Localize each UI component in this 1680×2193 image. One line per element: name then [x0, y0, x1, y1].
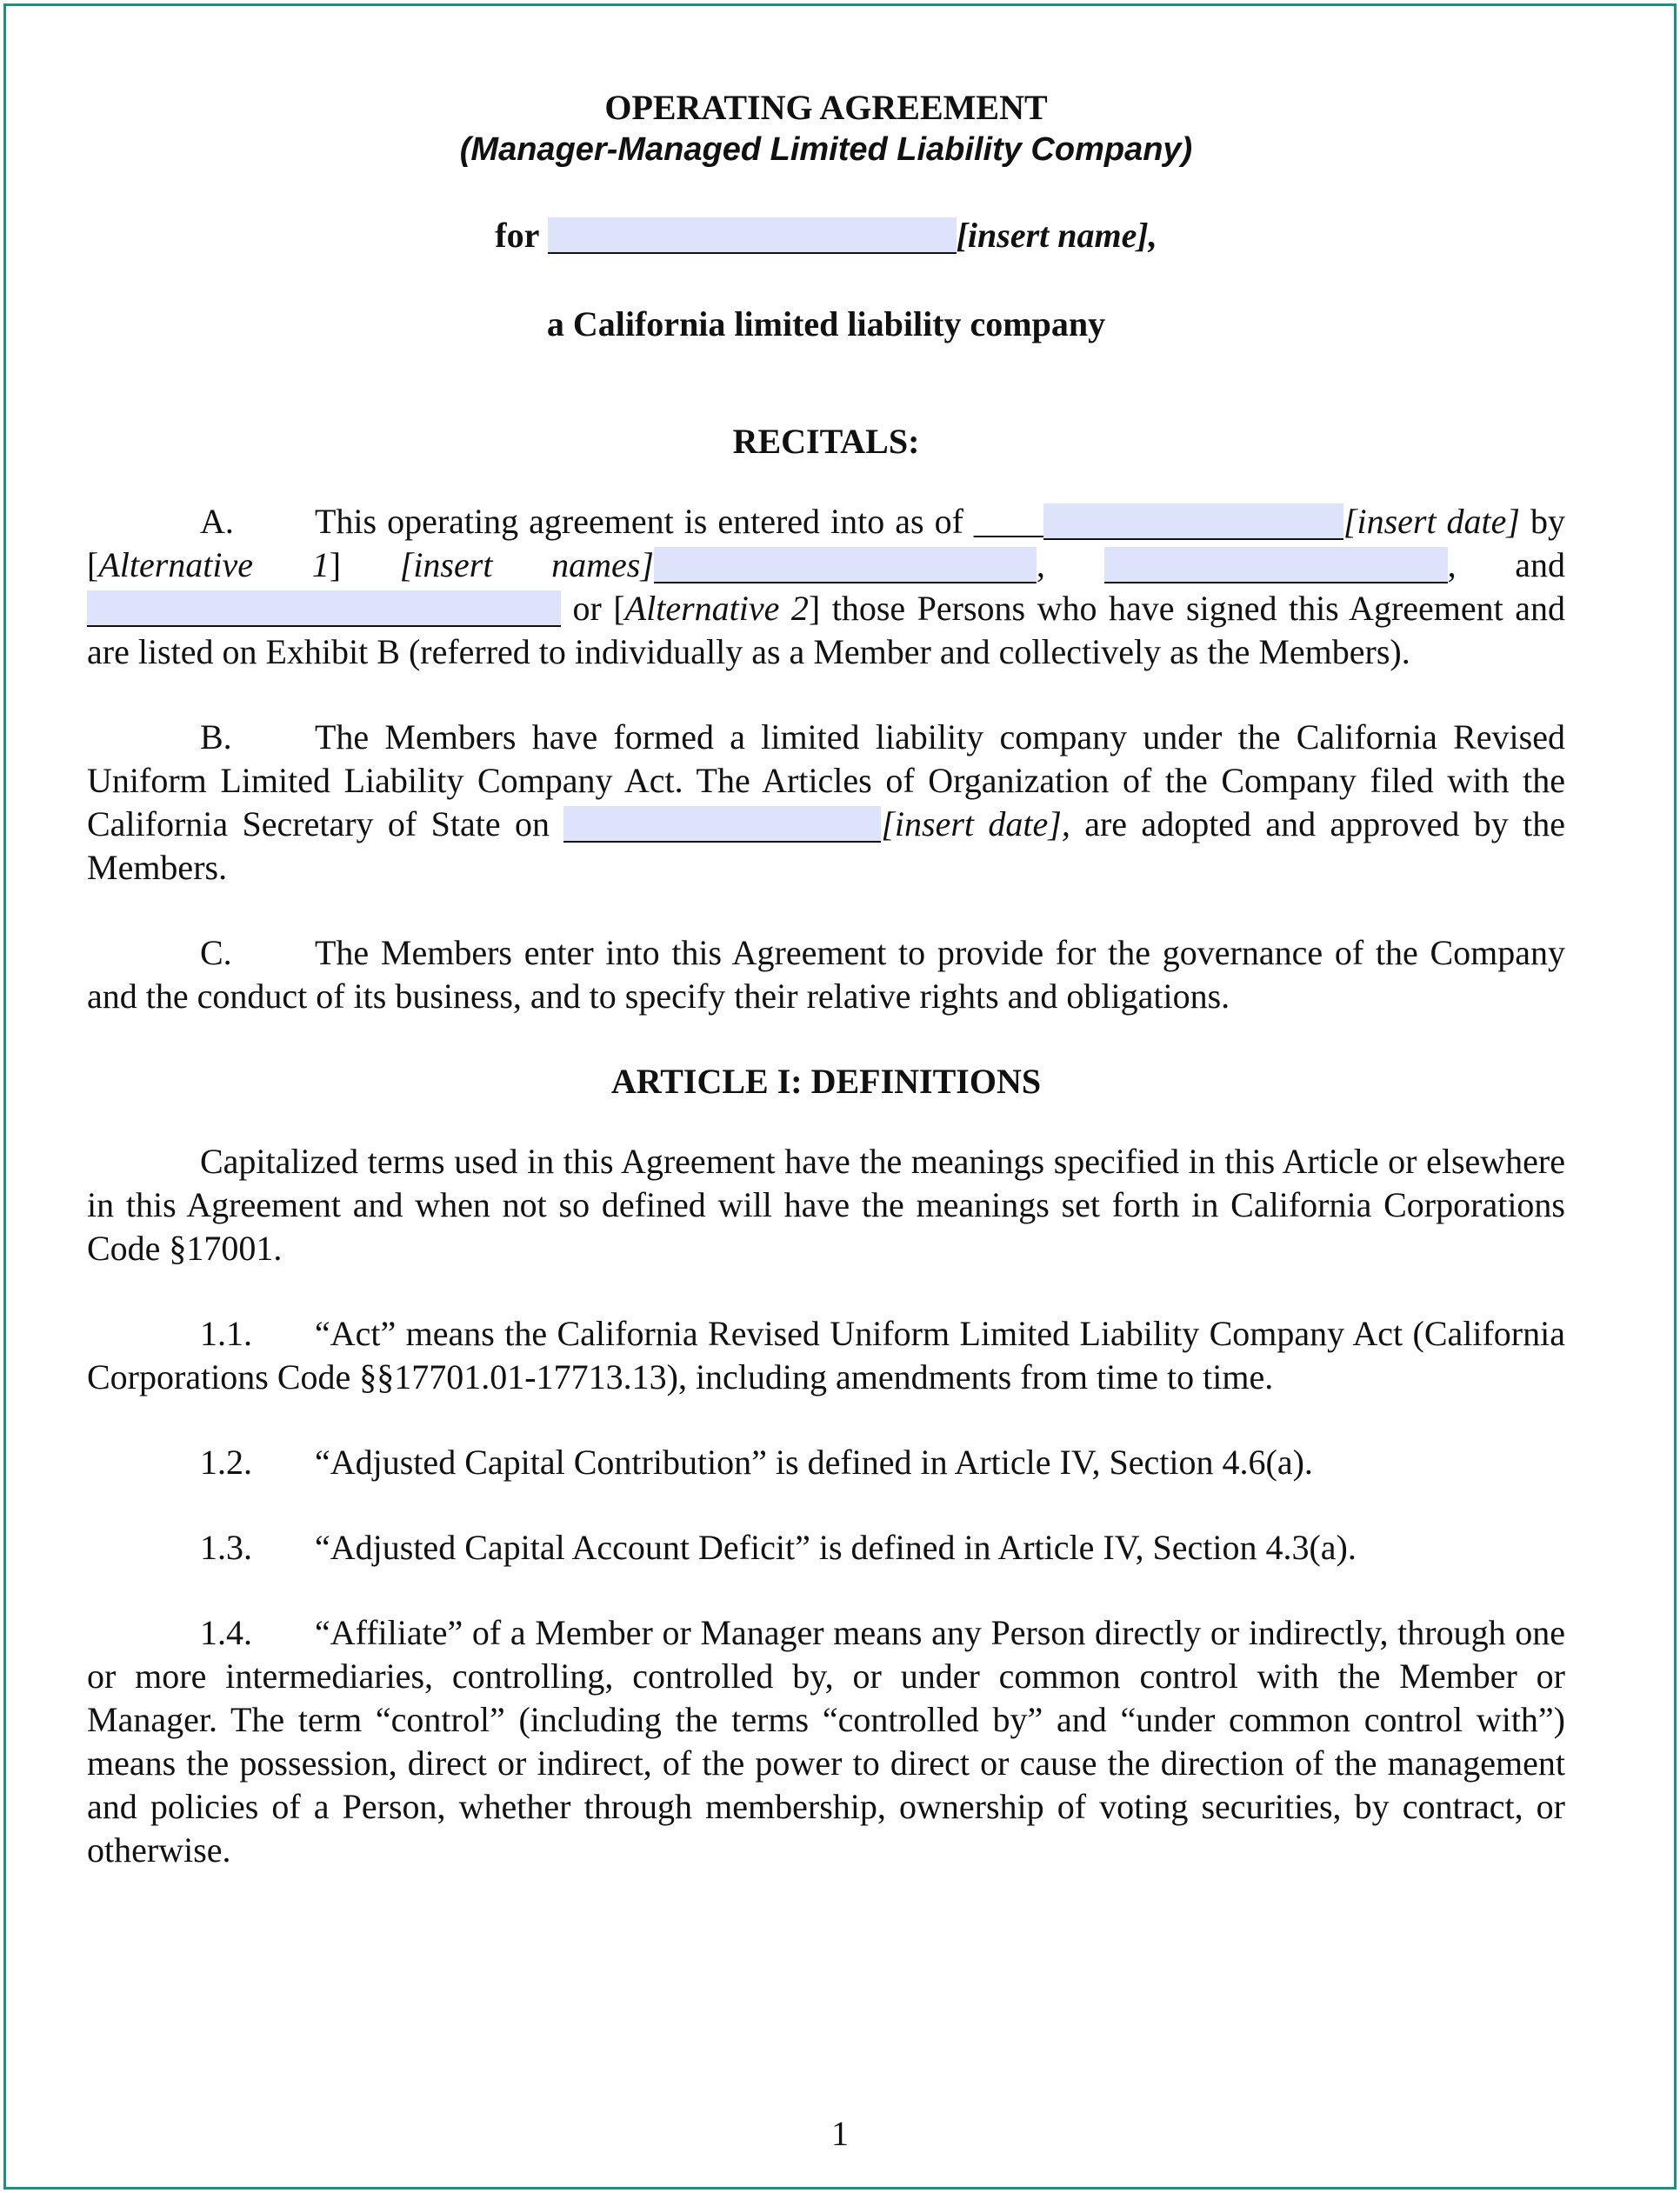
article-1-intro	[87, 1140, 1565, 1270]
document-subtitle: (Manager-Managed Limited Liability Company)	[459, 131, 1193, 168]
recital-a-text-7: ] those Persons who have signed this Agreement and are listed on Exhibit B (referred to individually as a Member and collectively as the Members).	[87, 589, 1566, 671]
member-name-field-1[interactable]	[654, 547, 1037, 583]
section-text: “Affiliate” of a Member or Manager means any Person directly or indirectly, through one or more intermediaries, controlling, controlled by, or under common control with the Member or Manager. The term “control” (including the terms “controlled by” and “under common control with”) means the possession, direct or indirect, of the power to direct or cause the direction of the management and policies of a Person, whether through membership, ownership of voting securities, by contract, or otherwise.	[87, 1613, 1565, 1870]
section-text: “Adjusted Capital Account Deficit” is defined in Article IV, Section 4.3(a).	[315, 1528, 1357, 1567]
agreement-date-field[interactable]	[1043, 503, 1343, 540]
recital-a-text-4: ,	[1036, 545, 1104, 584]
recital-a-label: A.	[200, 502, 234, 541]
member-name-field-3[interactable]	[87, 590, 561, 627]
section-number: 1.4.	[200, 1613, 252, 1652]
recital-a-text-6: or [	[561, 589, 625, 628]
recital-b	[87, 716, 1565, 890]
section-number: 1.2.	[200, 1443, 252, 1482]
recital-b-text-2: are adopted and approved by the Members.	[87, 804, 1566, 887]
recital-b-label: B.	[200, 717, 232, 757]
section-1-1	[87, 1312, 1565, 1399]
recital-b-text-1: The Members have formed a limited liability company under the California Revised Uniform Limited Liability Company Act. The Articles of Organization of the Company filed with the California Secretary of State on	[87, 717, 1565, 843]
alternative-1-label: Alternative 1	[98, 545, 330, 584]
filing-date-field[interactable]	[563, 806, 881, 843]
agreement-date-placeholder: [insert date]	[1343, 502, 1520, 541]
recital-c-label: C.	[200, 933, 232, 972]
recital-a	[87, 500, 1565, 674]
recital-a-text-3: ]	[329, 545, 400, 584]
section-text: “Adjusted Capital Contribution” is defined in Article IV, Section 4.6(a).	[315, 1443, 1313, 1482]
alternative-2-label: Alternative 2	[624, 589, 809, 628]
document-page	[87, 78, 1565, 1872]
recital-c-text: The Members enter into this Agreement to provide for the governance of the Company and the conduct of its business, and to specify their relative rights and obligations.	[87, 933, 1565, 1016]
section-1-2	[87, 1441, 1565, 1484]
recital-a-date-blank: ____	[973, 502, 1043, 541]
recitals-heading: RECITALS:	[732, 422, 920, 461]
article-1-intro-text: Capitalized terms used in this Agreement have the meanings specified in this Article or elsewhere in this Agreement and when not so defined will have the meanings set forth in California Corporations Code §17001.	[87, 1142, 1565, 1268]
names-placeholder: [insert names]	[399, 545, 654, 584]
page-number: 1	[831, 2114, 849, 2153]
article-1-heading: ARTICLE I: DEFINITIONS	[610, 1062, 1042, 1101]
state-line: a California limited liability company	[546, 304, 1106, 343]
document-title: OPERATING AGREEMENT	[604, 88, 1048, 127]
company-name-field[interactable]	[548, 217, 957, 254]
section-text: “Act” means the California Revised Uniform Limited Liability Company Act (California Corporations Code §§17701.01-17713.13), including amendments from time to time.	[87, 1314, 1565, 1396]
for-label: for	[495, 216, 539, 255]
section-number: 1.3.	[200, 1528, 252, 1567]
recital-a-text-1: This operating agreement is entered into as of	[315, 502, 974, 541]
recital-a-text-2: by [	[87, 502, 1565, 584]
recital-c	[87, 931, 1565, 1018]
recital-a-text-5: , and	[1447, 545, 1566, 584]
section-number: 1.1.	[200, 1314, 252, 1353]
section-1-3	[87, 1526, 1565, 1570]
member-name-field-2[interactable]	[1104, 547, 1448, 583]
company-name-line	[87, 214, 1565, 257]
section-1-4	[87, 1611, 1565, 1872]
filing-date-placeholder: [insert date],	[881, 804, 1070, 843]
company-name-placeholder: [insert name],	[956, 216, 1157, 255]
